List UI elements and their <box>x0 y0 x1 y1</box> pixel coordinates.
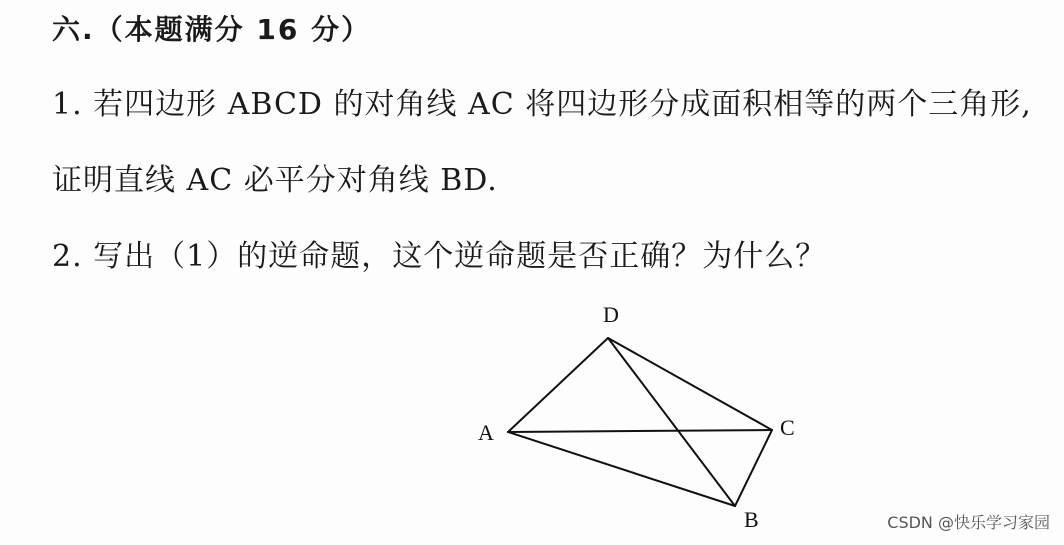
side-DC <box>608 338 772 430</box>
vertex-label-C: C <box>780 415 795 440</box>
vertex-label-A: A <box>478 420 494 445</box>
vertex-label-B: B <box>744 507 759 532</box>
problem-2-line-1: 2. 写出（1）的逆命题，这个逆命题是否正确？为什么？ <box>52 239 827 274</box>
diagonal-AC <box>508 430 772 432</box>
problem-1-line-2: 证明直线 AC 必平分对角线 BD. <box>52 163 498 198</box>
side-CB <box>735 430 772 506</box>
side-BA <box>508 432 735 506</box>
section-heading: 六.（本题满分 16 分） <box>52 13 372 46</box>
watermark: CSDN @快乐学习家园 <box>887 513 1050 532</box>
side-AD <box>508 338 608 432</box>
problem-1-line-1: 1. 若四边形 ABCD 的对角线 AC 将四边形分成面积相等的两个三角形, <box>52 87 1032 122</box>
vertex-label-D: D <box>603 302 619 327</box>
diagonal-DB <box>608 338 735 506</box>
